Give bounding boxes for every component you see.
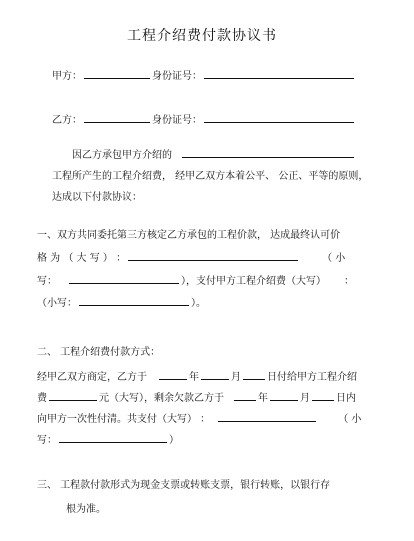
total-lower-close: ） <box>169 435 179 446</box>
payment-year-field[interactable] <box>159 369 187 380</box>
payment-month-field[interactable] <box>201 369 229 380</box>
remaining-year-field[interactable] <box>234 390 256 401</box>
payment-year-label: 年 <box>189 372 199 383</box>
fee-lower-label: （小写： <box>37 298 77 309</box>
fee-amount-field[interactable] <box>49 390 97 401</box>
remaining-day-label: 日内 <box>336 393 356 404</box>
fee-upper-label: ），支付甲方工程介绍费（大写） <box>181 276 326 287</box>
clause-1-line-1: 一、双方共同委托第三方核定乙方承包的工程价款， 达成最终认可价 <box>37 230 341 241</box>
party-b-row <box>52 112 356 128</box>
project-name-field[interactable] <box>182 147 354 158</box>
party-b-id-label: 身份证号： <box>152 115 202 126</box>
party-b-label: 乙方： <box>52 115 82 126</box>
payment-day-field[interactable] <box>243 369 265 380</box>
price-upper-field[interactable] <box>128 250 298 261</box>
intro-line-1 <box>72 147 356 163</box>
fee-upper-colon: ： <box>344 276 354 287</box>
party-a-id-field[interactable] <box>204 68 354 79</box>
clause-2-line-1 <box>37 369 357 385</box>
payment-month-label: 月 <box>231 372 241 383</box>
fee-label: 费 <box>37 393 47 404</box>
clause-1-line-4 <box>37 295 206 311</box>
price-lower-field[interactable] <box>69 273 179 284</box>
price-lower-label-start: （ 小 <box>322 253 346 264</box>
clause-2-heading: 二、 工程介绍费付款方式： <box>37 347 161 358</box>
total-lower-field[interactable] <box>59 432 167 443</box>
price-lower-label-end: 写： <box>37 276 57 287</box>
total-lower-label-end: 写： <box>37 435 57 446</box>
clause-2-line-2 <box>37 390 356 406</box>
price-upper-label: 格 为 （ 大 写 ） ： <box>37 253 127 264</box>
fee-lower-field[interactable] <box>79 295 189 306</box>
clause-3-line-2: 根为准。 <box>66 504 106 515</box>
payment-date-label: 经甲乙双方商定，乙方于 <box>37 372 147 383</box>
intro-text-1: 因乙方承包甲方介绍的 <box>72 150 172 161</box>
remaining-year-label: 年 <box>258 393 268 404</box>
intro-line-2: 工程所产生的工程介绍费， 经甲乙双方本着公平、 公正、平等的原则， <box>52 171 369 182</box>
fee-lower-close: ）。 <box>191 298 206 309</box>
remaining-day-field[interactable] <box>312 390 334 401</box>
party-a-id-label: 身份证号： <box>152 71 202 82</box>
clause-2-line-3 <box>37 411 361 427</box>
document-title: 工程介绍费付款协议书 <box>127 28 277 44</box>
party-a-name-field[interactable] <box>84 68 150 79</box>
clause-2-line-4 <box>37 432 179 448</box>
payment-day-label: 日付给甲方工程介绍 <box>267 372 357 383</box>
total-lower-label-start: （ 小 <box>338 414 362 425</box>
intro-line-3: 达成以下付款协议： <box>52 192 142 203</box>
clause-1-line-2 <box>37 250 345 266</box>
clause-3-line-1: 三、 工程款付款形式为现金支票或转账支票，银行转账，以银行存 <box>37 480 331 491</box>
party-b-name-field[interactable] <box>84 112 150 123</box>
clause-1-line-3 <box>37 273 354 289</box>
remaining-month-label: 月 <box>300 393 310 404</box>
total-upper-label: 向甲方一次性付清。共支付（大写） ： <box>37 414 211 425</box>
remaining-label: 元（大写），剩余欠款乙方于 <box>99 393 224 404</box>
party-a-label: 甲方： <box>52 71 82 82</box>
remaining-month-field[interactable] <box>270 390 298 401</box>
party-b-id-field[interactable] <box>204 112 354 123</box>
party-a-row <box>52 68 356 84</box>
total-upper-field[interactable] <box>218 411 316 422</box>
